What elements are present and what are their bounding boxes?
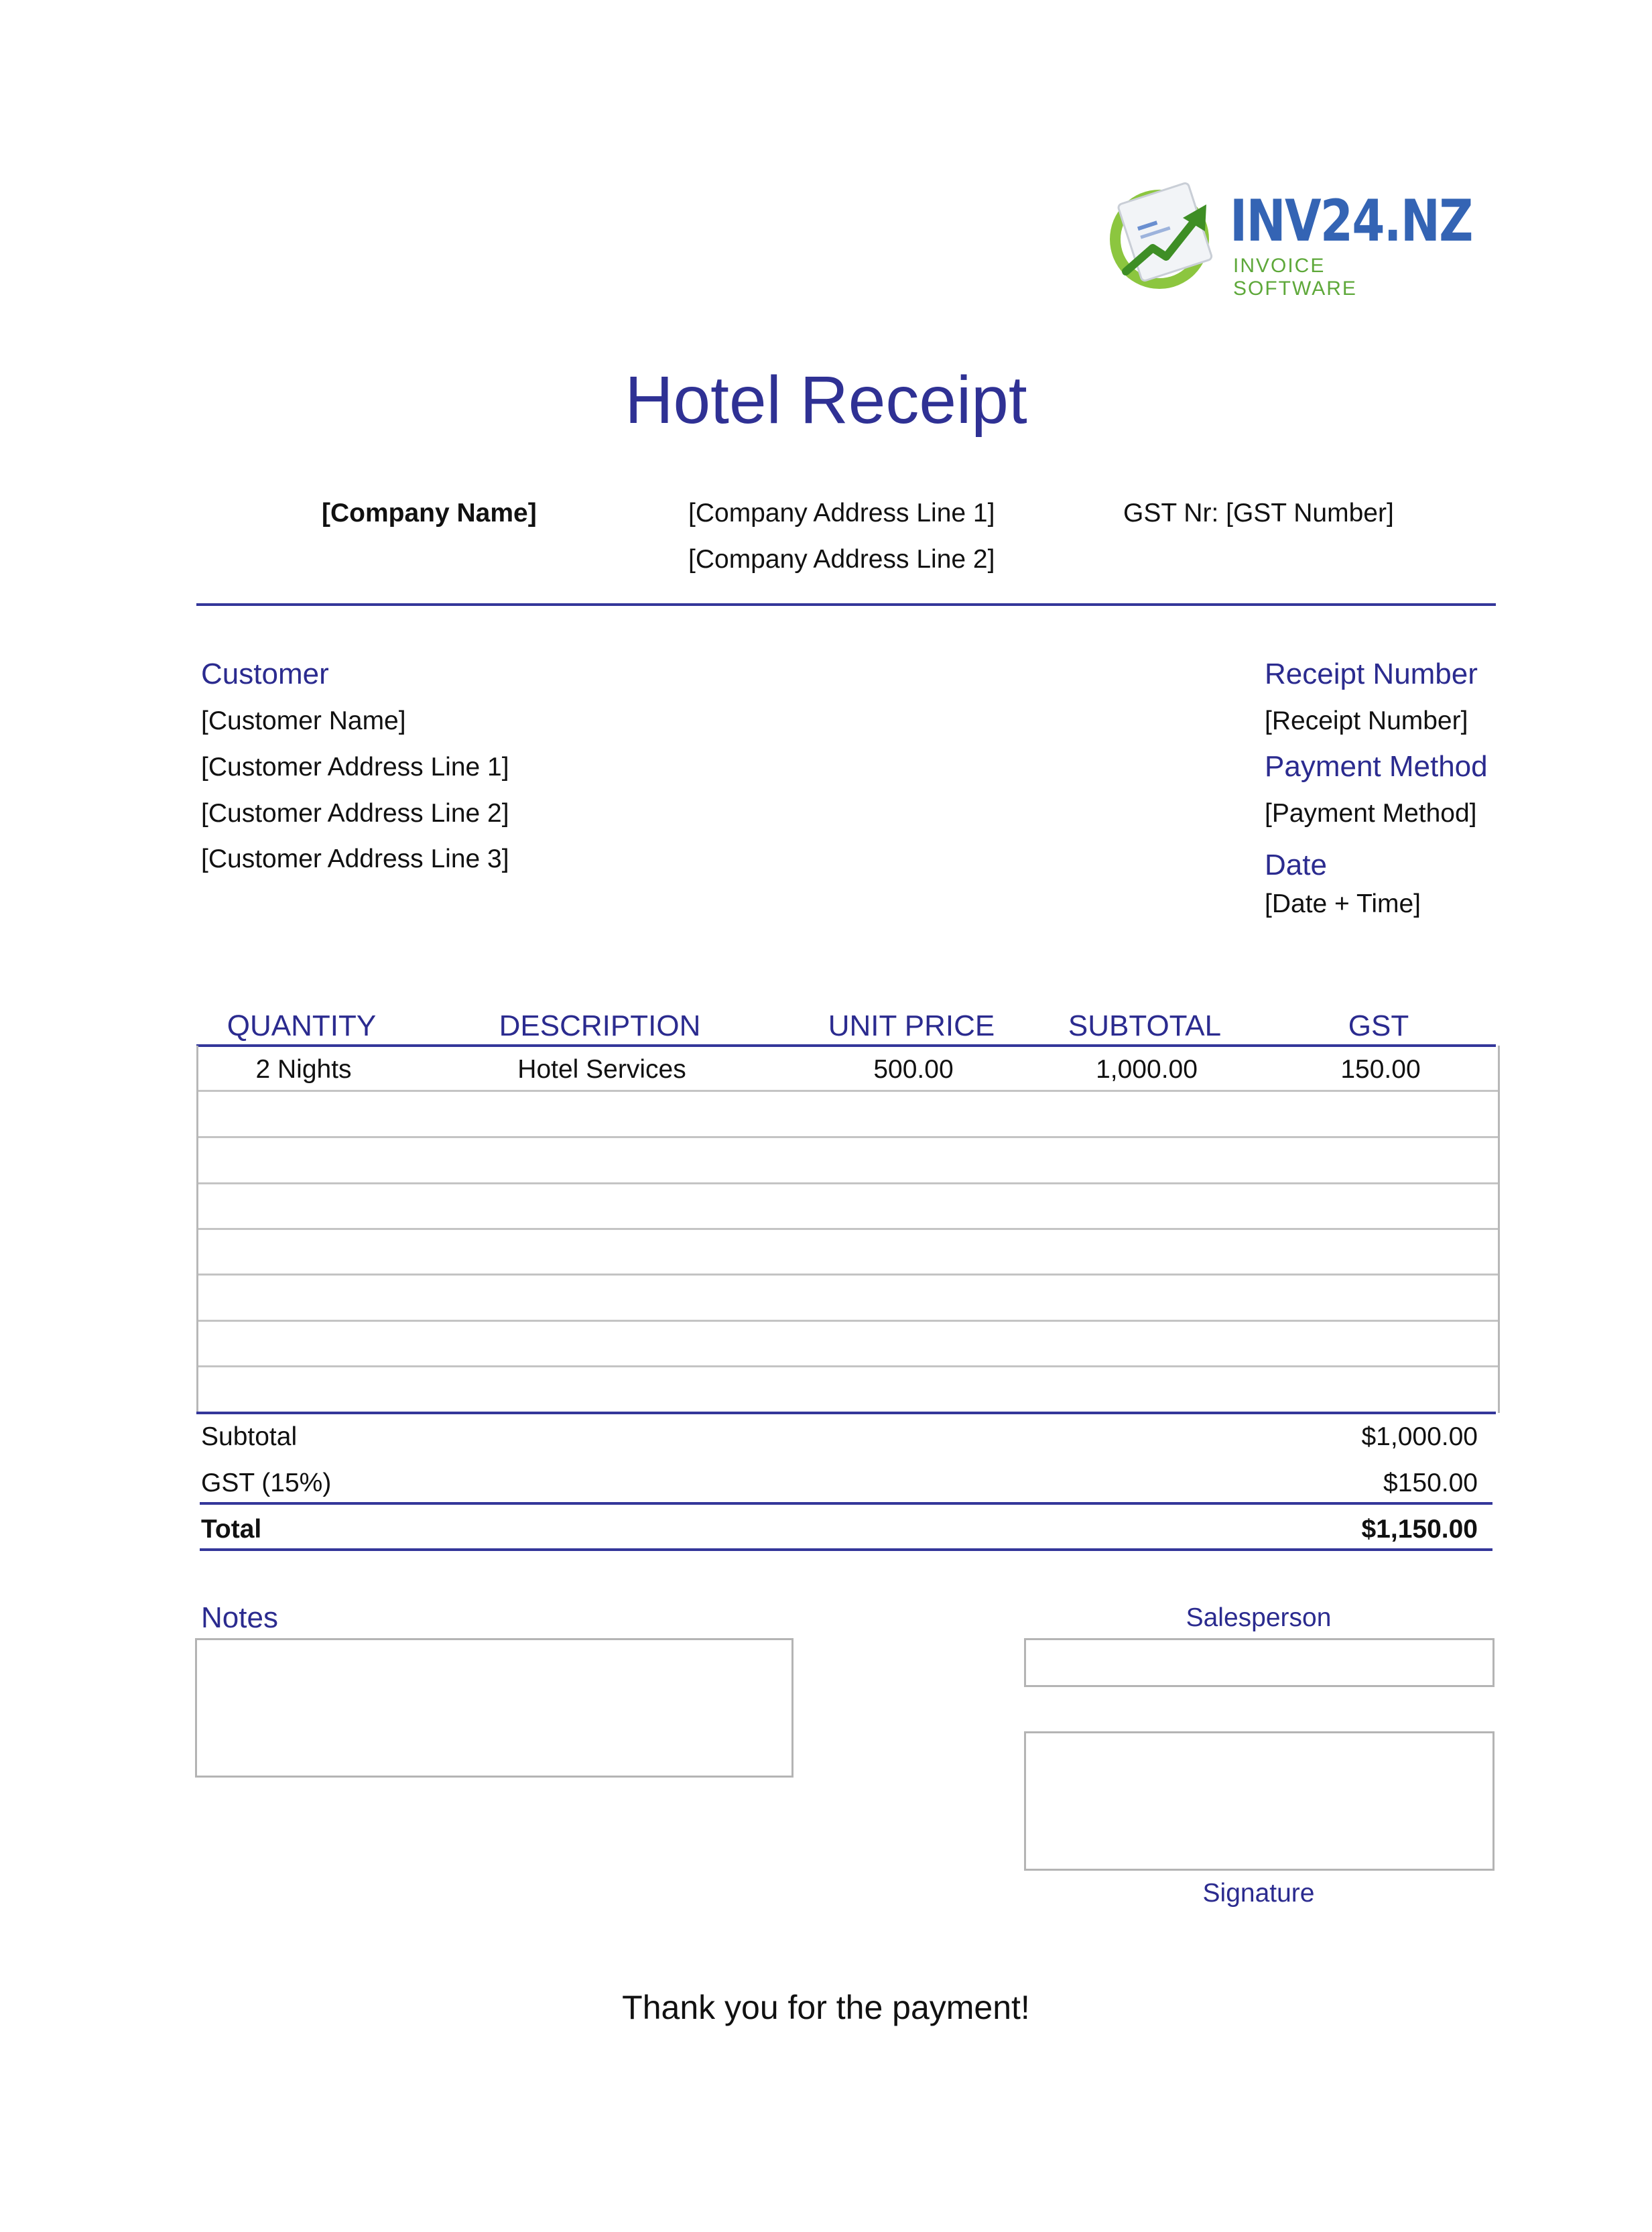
customer-address-line3: [Customer Address Line 3] (201, 845, 509, 873)
table-row (198, 1092, 1498, 1138)
row-description: Hotel Services (517, 1055, 686, 1084)
table-row (198, 1276, 1498, 1322)
table-row (198, 1367, 1498, 1412)
table-row (198, 1321, 1498, 1367)
column-header-description: DESCRIPTION (499, 1009, 701, 1042)
signature-label: Signature (1202, 1879, 1315, 1908)
table-row (198, 1229, 1498, 1276)
total-top-rule (200, 1502, 1492, 1505)
row-gst: 150.00 (1340, 1055, 1421, 1084)
customer-name: [Customer Name] (201, 706, 406, 735)
header-divider (196, 603, 1496, 606)
column-header-subtotal: SUBTOTAL (1068, 1009, 1222, 1042)
subtotal-value: $1,000.00 (1361, 1422, 1478, 1451)
table-row (198, 1046, 1498, 1092)
invoice-chart-icon (1106, 178, 1223, 292)
notes-box[interactable] (195, 1638, 793, 1778)
payment-method-label: Payment Method (1265, 750, 1488, 783)
company-address-line2: [Company Address Line 2] (688, 545, 995, 574)
row-unit-price: 500.00 (873, 1055, 954, 1084)
company-logo (1106, 174, 1472, 300)
gst-value: $150.00 (1383, 1469, 1478, 1497)
row-subtotal: 1,000.00 (1096, 1055, 1198, 1084)
gst-label: GST (15%) (201, 1469, 332, 1497)
receipt-number-label: Receipt Number (1265, 658, 1478, 690)
company-gst-number: GST Nr: [GST Number] (1123, 499, 1394, 528)
total-label: Total (201, 1515, 262, 1544)
table-row (198, 1184, 1498, 1230)
column-header-unit-price: UNIT PRICE (828, 1009, 995, 1042)
payment-method-value: [Payment Method] (1265, 799, 1477, 828)
date-value: [Date + Time] (1265, 889, 1421, 918)
column-header-quantity: QUANTITY (227, 1009, 377, 1042)
thank-you-message: Thank you for the payment! (622, 1989, 1030, 2026)
salesperson-label: Salesperson (1186, 1603, 1332, 1632)
subtotal-label: Subtotal (201, 1422, 298, 1451)
column-header-gst: GST (1348, 1009, 1409, 1042)
receipt-number-value: [Receipt Number] (1265, 706, 1468, 735)
page-title: Hotel Receipt (625, 363, 1027, 438)
table-bottom-rule (196, 1412, 1496, 1414)
notes-label: Notes (201, 1601, 278, 1634)
customer-address-line2: [Customer Address Line 2] (201, 799, 509, 828)
logo-name: INV24.NZ (1230, 188, 1472, 255)
date-label: Date (1265, 849, 1327, 881)
logo-tagline: INVOICE SOFTWARE (1233, 255, 1357, 300)
row-quantity: 2 Nights (255, 1055, 352, 1084)
total-value: $1,150.00 (1361, 1515, 1478, 1544)
customer-label: Customer (201, 658, 329, 690)
company-address-line1: [Company Address Line 1] (688, 499, 995, 528)
customer-address-line1: [Customer Address Line 1] (201, 753, 509, 782)
table-row (198, 1138, 1498, 1184)
company-name: [Company Name] (322, 499, 537, 528)
salesperson-field[interactable] (1024, 1638, 1495, 1687)
total-bottom-rule (200, 1548, 1492, 1551)
line-items-table (196, 1046, 1500, 1413)
signature-box[interactable] (1024, 1731, 1495, 1871)
